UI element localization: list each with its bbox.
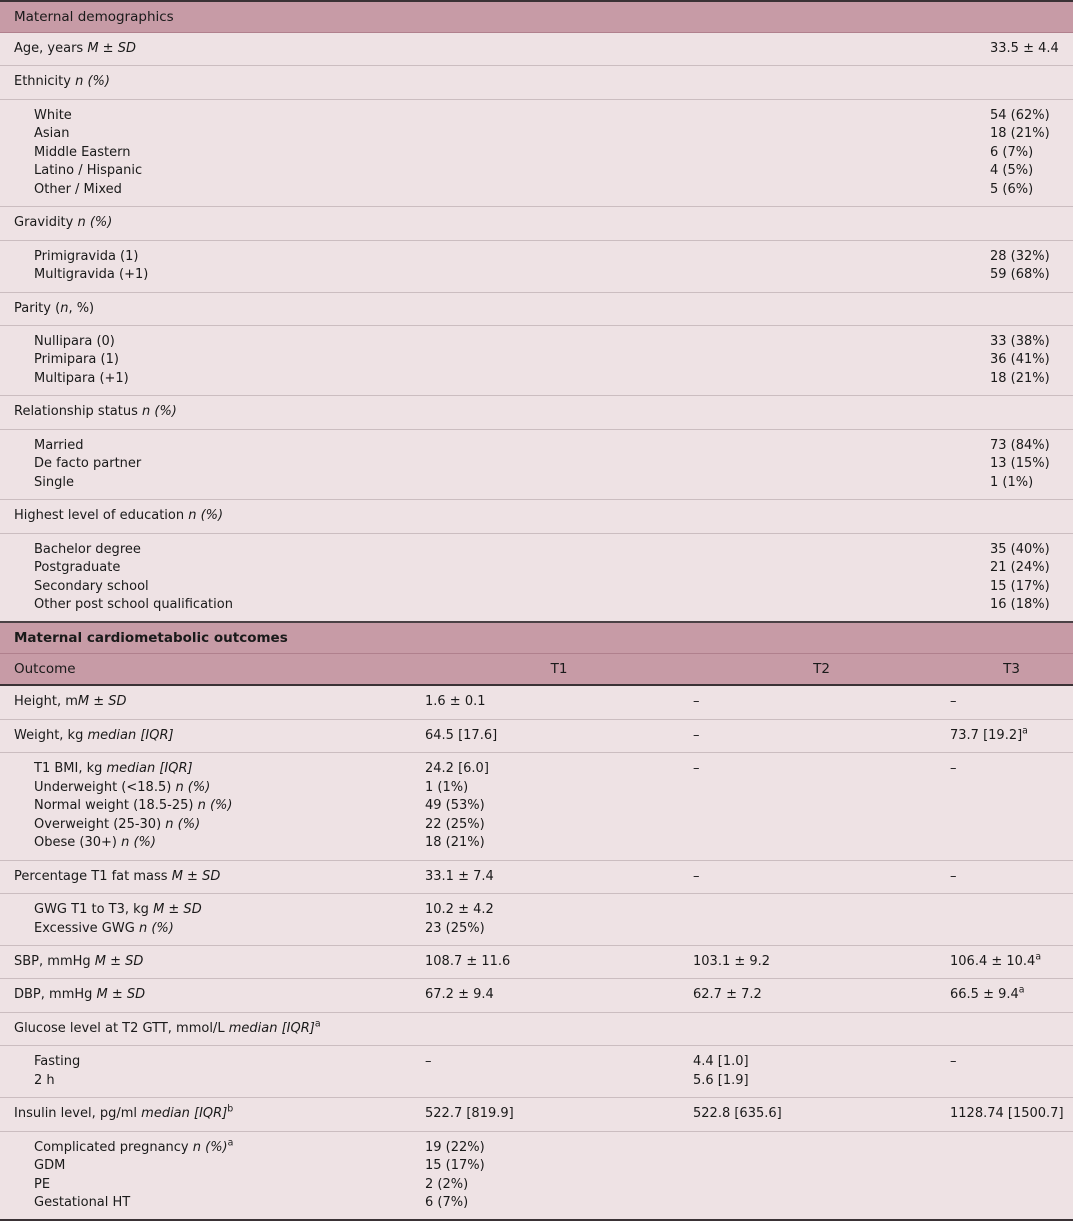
table-row: [0, 685, 1073, 719]
row-value: [425, 533, 1073, 622]
row-label: [0, 207, 425, 240]
row-label-italic: n (%): [197, 798, 233, 814]
row-label: [0, 500, 425, 533]
row-value-t1: [425, 1098, 693, 1131]
row-label-plain: DBP, mmHg: [14, 987, 97, 1003]
value-t2: 103.1 ± 9.2: [693, 953, 771, 969]
row-label-plain: Nullipara (0) Primipara (1) Multipara (+1): [34, 333, 129, 386]
row-label-superscript: a: [227, 1137, 234, 1149]
row-value: [425, 207, 1073, 240]
row-label: [0, 292, 425, 325]
row-label: [0, 429, 425, 499]
row-value-t2: [693, 860, 950, 893]
row-label-italic: median [IQR]: [141, 1106, 228, 1122]
row-value-t3: [950, 753, 1073, 860]
value-t3: 66.5 ± 9.4: [950, 987, 1019, 1003]
value-t1: 108.7 ± 11.6: [425, 953, 511, 969]
row-label-italic: n (%): [188, 508, 224, 524]
table-row: [0, 500, 1073, 533]
value-superscript: a: [1035, 951, 1042, 963]
table-row: [0, 429, 1073, 499]
row-label-italic: M ± SD: [153, 902, 202, 918]
row-value-inner: [990, 333, 1073, 388]
column-header-t2: T2: [693, 654, 950, 686]
table-row: [0, 979, 1073, 1012]
row-value-t1: [425, 685, 693, 719]
column-header-row: [0, 654, 1073, 686]
table-row: [0, 1098, 1073, 1131]
row-label-superscript: a: [314, 1018, 321, 1030]
row-label-plain: Percentage T1 fat mass: [14, 868, 172, 884]
row-label-plain: GWG T1 to T3, kg: [34, 902, 154, 918]
value-t2: –: [693, 761, 700, 777]
table-row: [0, 207, 1073, 240]
row-label-superscript: b: [227, 1103, 234, 1115]
section-header-maternal-demographics: [0, 1, 1073, 33]
column-header-outcome: Outcome: [0, 654, 425, 686]
row-value-t1: [425, 979, 693, 1012]
table-row: [0, 945, 1073, 978]
row-label-italic: M ± SD: [94, 953, 144, 969]
row-value: [425, 292, 1073, 325]
row-label-italic: n (%): [121, 835, 156, 851]
row-label-italic: n (%): [165, 816, 201, 832]
row-value: [425, 99, 1073, 206]
row-value-t3: [950, 1012, 1073, 1045]
row-label: [0, 1012, 425, 1045]
value-t1: 67.2 ± 9.4: [425, 987, 494, 1003]
row-value-t1: [425, 753, 693, 860]
row-label-italic: n: [60, 300, 69, 316]
row-value-t2: [693, 894, 950, 946]
row-label: [0, 1098, 425, 1131]
value-t3: –: [950, 761, 957, 777]
row-value-t3: [950, 894, 1073, 946]
row-label-plain: Height, m: [14, 694, 78, 710]
value-t1: 19 (22%) 15 (17%) 2 (2%) 6 (7%): [425, 1139, 485, 1211]
row-value-t1: [425, 1046, 693, 1098]
demographic-value: 33 (38%) 36 (41%) 18 (21%): [990, 333, 1050, 386]
row-value-t3: [950, 1131, 1073, 1220]
column-header-t3: T3: [950, 654, 1073, 686]
row-label-plain: Obese (30+): [34, 835, 122, 851]
row-value-t2: [693, 1012, 950, 1045]
row-label-plain: Primigravida (1) Multigravida (+1): [34, 248, 149, 283]
row-label-plain: Ethnicity: [14, 74, 76, 90]
value-t1: 1.6 ± 0.1: [425, 694, 486, 710]
row-label-plain: Glucose level at T2 GTT, mmol/L: [14, 1020, 229, 1036]
row-value-t3: [950, 1046, 1073, 1098]
table-row: [0, 753, 1073, 860]
row-label-plain: Normal weight (18.5-25): [34, 798, 198, 814]
row-value-t2: [693, 945, 950, 978]
row-value: [425, 396, 1073, 429]
row-value-t3: [950, 685, 1073, 719]
row-label: [0, 860, 425, 893]
row-label-plain: Insulin level, pg/ml: [14, 1106, 142, 1122]
row-label-plain: Relationship status: [14, 404, 143, 420]
row-label-plain: Weight, kg: [14, 727, 88, 743]
value-t3: 73.7 [19.2]: [950, 727, 1023, 743]
value-t1: 10.2 ± 4.2 23 (25%): [425, 902, 494, 936]
table-row: [0, 66, 1073, 99]
row-label-plain: Age, years: [14, 41, 88, 56]
row-value-t1: [425, 945, 693, 978]
row-value-t2: [693, 719, 950, 752]
row-label-plain: Fasting 2 h: [34, 1054, 81, 1088]
row-label-italic: n (%): [142, 404, 177, 420]
section-header-maternal-cardiometabolic-outcomes: [0, 622, 1073, 654]
row-label-italic: n (%): [175, 779, 211, 795]
row-label-plain: Highest level of education: [14, 508, 189, 524]
row-value-t3: [950, 719, 1073, 752]
row-value: [425, 240, 1073, 292]
row-label: [0, 1046, 425, 1098]
value-t1: 24.2 [6.0] 1 (1%) 49 (53%) 22 (25%) 18 (21%): [425, 761, 489, 851]
row-label-plain: T1 BMI, kg: [34, 761, 107, 777]
row-label-plain: Excessive GWG: [34, 920, 139, 936]
table-row: [0, 1046, 1073, 1098]
row-value-t2: [693, 979, 950, 1012]
row-label-plain: SBP, mmHg: [14, 953, 95, 969]
row-value-t3: [950, 1098, 1073, 1131]
row-label-tail: , %): [68, 300, 95, 316]
row-value-inner: [990, 40, 1073, 58]
row-label: [0, 719, 425, 752]
table-row: [0, 719, 1073, 752]
row-label-plain: Bachelor degree Postgraduate Secondary school Other post school qualification: [34, 541, 233, 612]
row-label: [0, 33, 425, 66]
row-value-t1: [425, 860, 693, 893]
demographic-value: 73 (84%) 13 (15%) 1 (1%): [990, 437, 1050, 490]
value-t3: –: [950, 868, 957, 884]
value-t2: 62.7 ± 7.2: [693, 987, 762, 1003]
row-label-plain: Complicated pregnancy: [34, 1139, 193, 1155]
value-t3: –: [950, 694, 957, 710]
row-label-italic: median [IQR]: [106, 761, 193, 777]
row-label-plain: Gravidity: [14, 215, 78, 231]
row-label-plain: White Asian Middle Eastern Latino / Hispanic Other / Mixed: [34, 107, 143, 197]
demographic-value: 35 (40%) 21 (24%) 15 (17%) 16 (18%): [990, 541, 1050, 612]
row-value-t3: [950, 860, 1073, 893]
row-label-plain: Gestational HT: [34, 1195, 131, 1211]
row-label: [0, 685, 425, 719]
value-t1: 33.1 ± 7.4: [425, 868, 494, 884]
value-t1: –: [425, 1054, 432, 1070]
row-label-italic: n (%): [138, 920, 174, 936]
row-label: [0, 753, 425, 860]
row-label: [0, 894, 425, 946]
row-value-t2: [693, 1131, 950, 1220]
row-label: [0, 945, 425, 978]
row-value-t1: [425, 1012, 693, 1045]
table-row: [0, 860, 1073, 893]
row-value-t1: [425, 894, 693, 946]
value-t2: –: [693, 694, 700, 710]
row-value-t2: [693, 1098, 950, 1131]
row-value-t3: [950, 945, 1073, 978]
demographic-value: 54 (62%) 18 (21%) 6 (7%) 4 (5%) 5 (6%): [990, 107, 1050, 197]
row-label-italic: M ± SD: [96, 987, 146, 1003]
table-row: [0, 292, 1073, 325]
section-header-label: Maternal demographics: [0, 1, 1073, 33]
value-t3: –: [950, 1054, 957, 1070]
row-label-italic: n (%): [192, 1139, 228, 1155]
table-row: [0, 396, 1073, 429]
row-value-t1: [425, 719, 693, 752]
row-label: [0, 99, 425, 206]
section-header-label: Maternal cardiometabolic outcomes: [0, 622, 1073, 654]
row-label: [0, 533, 425, 622]
value-t3: 1128.74 [1500.7]: [950, 1106, 1064, 1122]
column-header-t1: T1: [425, 654, 693, 686]
row-value-inner: [990, 248, 1073, 285]
table-row: [0, 1131, 1073, 1220]
value-t1: 522.7 [819.9]: [425, 1106, 514, 1122]
table-body: [0, 1, 1073, 1220]
row-label-italic: n (%): [77, 215, 113, 231]
row-label-italic: M ± SD: [171, 868, 221, 884]
row-value: [425, 500, 1073, 533]
value-t1: 64.5 [17.6]: [425, 727, 498, 743]
row-label-plain: PE: [34, 1176, 51, 1192]
row-label-plain: GDM: [34, 1158, 66, 1174]
value-t2: –: [693, 868, 700, 884]
value-t2: 4.4 [1.0] 5.6 [1.9]: [693, 1054, 749, 1088]
row-label: [0, 396, 425, 429]
row-label-plain: Married De facto partner Single: [34, 437, 142, 490]
row-value-inner: [990, 107, 1073, 199]
table-row: [0, 325, 1073, 395]
table-row: [0, 533, 1073, 622]
row-value: [425, 33, 1073, 66]
row-label: [0, 325, 425, 395]
row-label: [0, 66, 425, 99]
table-row: [0, 894, 1073, 946]
row-value-t2: [693, 685, 950, 719]
row-label-plain: Parity (: [14, 300, 61, 316]
value-t2: –: [693, 727, 700, 743]
value-superscript: a: [1022, 725, 1028, 737]
demographic-value: 28 (32%) 59 (68%): [990, 248, 1050, 283]
value-t3: 106.4 ± 10.4: [950, 953, 1036, 969]
row-label-plain: Underweight (<18.5): [34, 779, 176, 795]
row-value-t1: [425, 1131, 693, 1220]
row-value-t2: [693, 1046, 950, 1098]
table-row: [0, 1012, 1073, 1045]
row-label-italic: M ± SD: [87, 41, 136, 56]
row-value: [425, 325, 1073, 395]
value-t2: 522.8 [635.6]: [693, 1106, 782, 1122]
row-value-inner: [990, 541, 1073, 615]
row-value: [425, 429, 1073, 499]
row-label-italic: n (%): [75, 74, 110, 90]
table-row: [0, 33, 1073, 66]
row-value-inner: [990, 437, 1073, 492]
row-value-t2: [693, 753, 950, 860]
value-superscript: a: [1018, 985, 1025, 997]
row-label: [0, 1131, 425, 1220]
row-label: [0, 979, 425, 1012]
row-value: [425, 66, 1073, 99]
table-row: [0, 240, 1073, 292]
table-row: [0, 99, 1073, 206]
row-value-t3: [950, 979, 1073, 1012]
row-label: [0, 240, 425, 292]
row-label-italic: M ± SD: [77, 694, 127, 710]
row-label-italic: median [IQR]: [87, 727, 174, 743]
demographic-value: 33.5 ± 4.4: [990, 41, 1059, 56]
row-label-plain: Overweight (25-30): [34, 816, 166, 832]
row-label-italic: median [IQR]: [228, 1020, 315, 1036]
